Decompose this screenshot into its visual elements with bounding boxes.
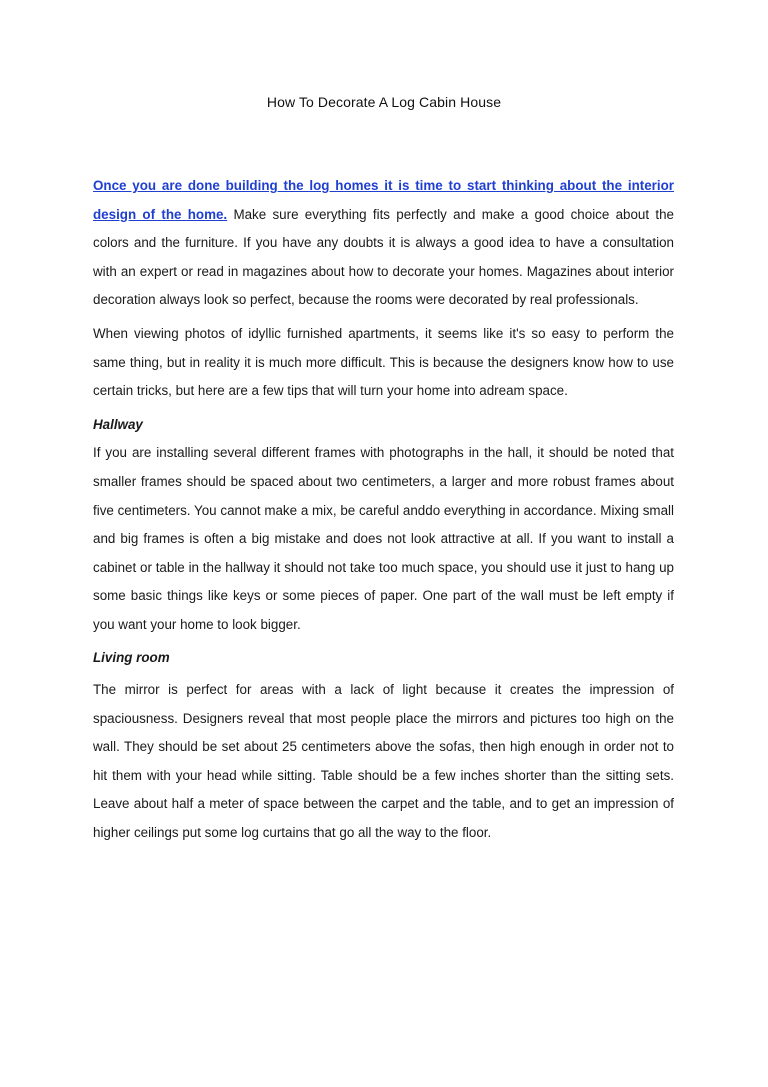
page-title: How To Decorate A Log Cabin House: [266, 94, 502, 110]
intro-paragraph: [93, 172, 674, 315]
hallway-paragraph: If you are installing several different frames with photographs in the hall, it should be noted that smaller frames should be spaced about two centimeters, a larger and more robust frames about five centimeters. You cannot make a mix, be careful anddo everything in accordance. Mixing small and big frames is often a big mistake and does not look attractive at all. If you want to install a cabinet or table in the hallway it should not take too much space, you should use it just to hang up some basic things like keys or some pieces of paper. One part of the wall must be left empty if you want your home to look bigger.: [93, 445, 674, 632]
intro-text: Make sure everything fits perfectly and make a good choice about the colors and the furniture. If you have any doubts it is always a good idea to have a consultation with an expert or read in magazines about how to decorate your homes. Magazines about interior decoration always look so perfect, because the rooms were decorated by real professionals.: [93, 206, 674, 308]
hallway-heading: Hallway: [93, 416, 143, 432]
document-body: [93, 172, 674, 848]
paragraph-2: When viewing photos of idyllic furnished apartments, it seems like it's so easy to perform the same thing, but in reality it is much more difficult. This is because the designers know how to use certain tricks, but here are a few tips that will turn your home into adream space.: [93, 325, 674, 399]
living-room-heading: Living room: [93, 649, 170, 665]
living-room-paragraph: The mirror is perfect for areas with a lack of light because it creates the impression of spaciousness. Designers reveal that most people place the mirrors and pictures too high on the wall. They should be set about 25 centimeters above the sofas, then high enough in order not to hit them with your head while sitting. Table should be a few inches shorter than the sitting sets. Leave about half a meter of space between the carpet and the table, and to get an impression of higher ceilings put some log curtains that go all the way to the floor.: [93, 682, 674, 841]
intro-link[interactable]: Once you are done building the log homes it is time to start thinking about the interior design of the home.: [93, 178, 674, 222]
